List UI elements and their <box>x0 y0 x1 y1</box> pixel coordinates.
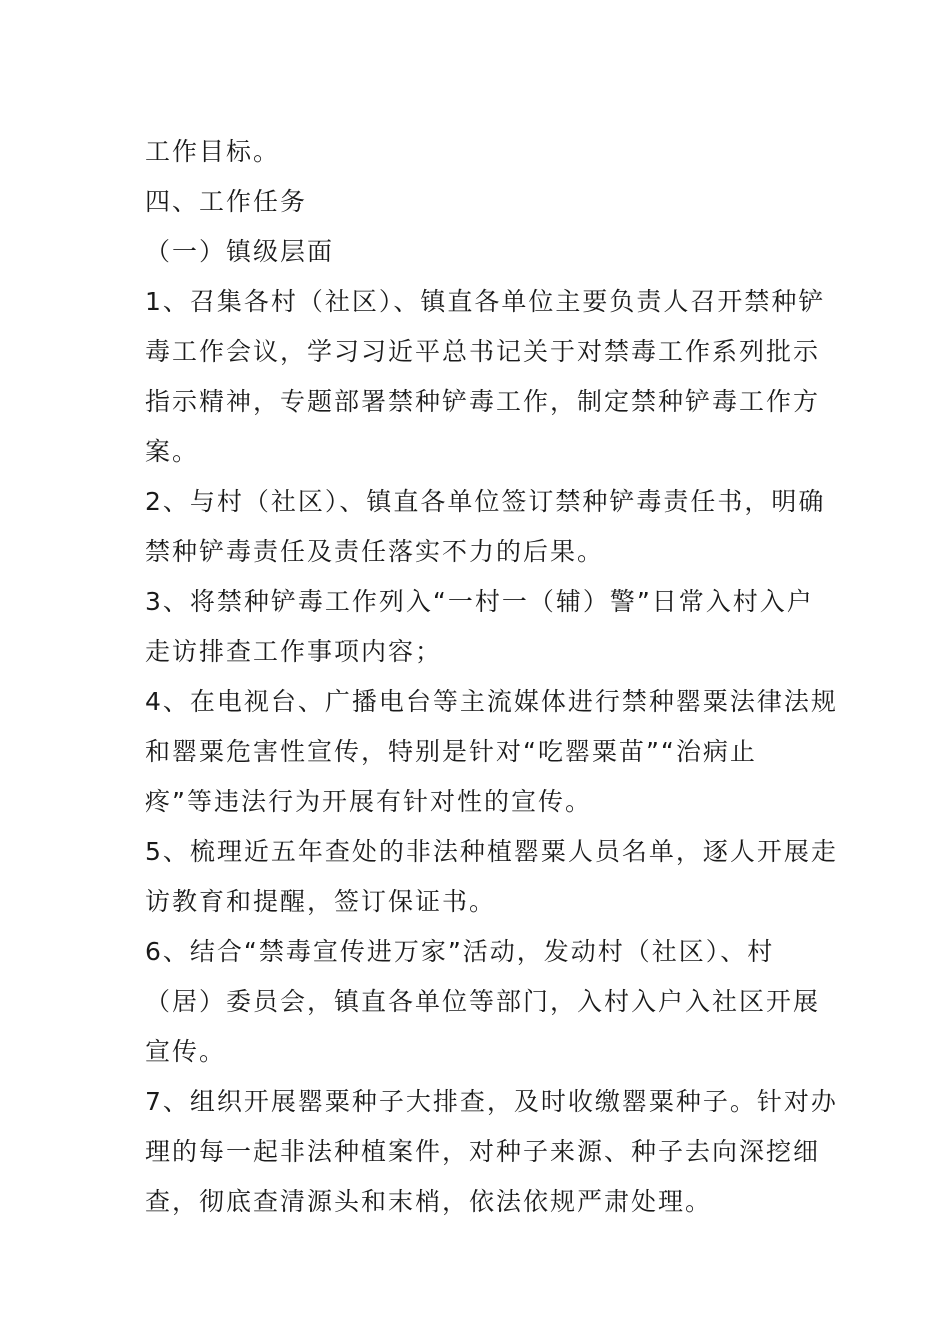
text-line: 7、组织开展罂粟种子大排查，及时收缴罂粟种子。针对办 <box>145 1087 838 1116</box>
subheading-town-level <box>145 227 810 277</box>
text-line: 查，彻底查清源头和末梢，依法依规严肃处理。 <box>145 1187 713 1216</box>
text-line: （一）镇级层面 <box>145 237 335 266</box>
text-line: 禁种铲毒责任及责任落实不力的后果。 <box>145 537 605 566</box>
text-line: 案。 <box>145 437 200 466</box>
text-line: 访教育和提醒，签订保证书。 <box>145 887 497 916</box>
text-line: 4、在电视台、广播电台等主流媒体进行禁种罂粟法律法规 <box>145 687 838 716</box>
text-line: 理的每一起非法种植案件，对种子来源、种子去向深挖细 <box>145 1137 821 1166</box>
text-line: 和罂粟危害性宣传，特别是针对“吃罂粟苗”“治病止 <box>145 737 757 766</box>
text-line: 四、工作任务 <box>145 187 308 216</box>
text-line: 走访排查工作事项内容； <box>145 637 443 666</box>
list-item-4 <box>145 677 838 827</box>
paragraph-work-goal-tail <box>145 127 810 177</box>
text-line: 宣传。 <box>145 1037 227 1066</box>
list-item-1 <box>145 277 826 477</box>
text-line: 6、结合“禁毒宣传进万家”活动，发动村（社区）、村 <box>145 937 775 966</box>
heading-work-tasks <box>145 177 810 227</box>
text-line: 毒工作会议，学习习近平总书记关于对禁毒工作系列批示 <box>145 337 821 366</box>
document-body <box>145 127 838 1227</box>
text-line: 1、召集各村（社区）、镇直各单位主要负责人召开禁种铲 <box>145 287 826 316</box>
list-item-3 <box>145 577 814 677</box>
text-line: 疼”等违法行为开展有针对性的宣传。 <box>145 787 592 816</box>
text-line: 2、与村（社区）、镇直各单位签订禁种铲毒责任书，明确 <box>145 487 826 516</box>
text-line: 指示精神，专题部署禁种铲毒工作，制定禁种铲毒工作方 <box>145 387 821 416</box>
text-line: 5、梳理近五年查处的非法种植罂粟人员名单，逐人开展走 <box>145 837 838 866</box>
list-item-5 <box>145 827 838 927</box>
list-item-2 <box>145 477 826 577</box>
list-item-6 <box>145 927 821 1077</box>
text-line: 工作目标。 <box>145 137 281 166</box>
text-line: （居）委员会，镇直各单位等部门，入村入户入社区开展 <box>145 987 821 1016</box>
text-line: 3、将禁种铲毒工作列入“一村一（辅）警”日常入村入户 <box>145 587 814 616</box>
list-item-7 <box>145 1077 838 1227</box>
